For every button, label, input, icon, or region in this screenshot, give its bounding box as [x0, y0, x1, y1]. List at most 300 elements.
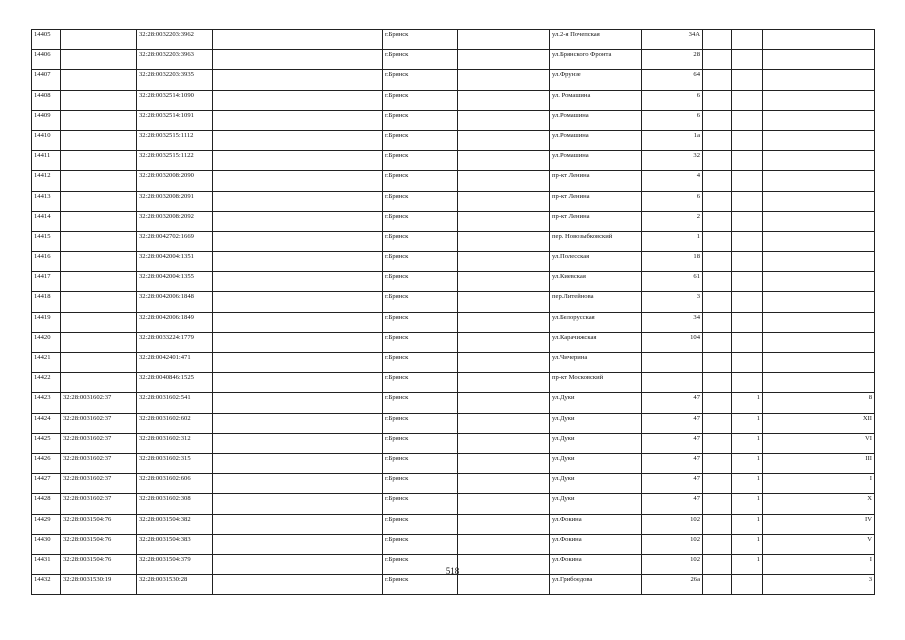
cadastral-number-cell: 32:28:0031602:602 — [137, 413, 213, 433]
premises-number-cell — [763, 252, 875, 272]
floor-cell — [732, 292, 763, 312]
table-body — [32, 30, 875, 595]
district-cell — [458, 30, 550, 50]
table-row — [32, 70, 875, 90]
parcel-number-cell — [61, 90, 137, 110]
house-number-cell: 6 — [642, 90, 703, 110]
parcel-number-cell: 32:28:0031602:37 — [61, 413, 137, 433]
row-number-cell: 14423 — [32, 393, 61, 413]
cadastral-number-cell: 32:28:0033224:1779 — [137, 332, 213, 352]
district-cell — [458, 231, 550, 251]
page-number: 518 — [445, 566, 460, 576]
extra-info-cell — [213, 171, 383, 191]
house-number-cell: 4 — [642, 171, 703, 191]
city-cell: г.Брянск — [383, 151, 458, 171]
cadastral-number-cell: 32:28:0042004:1351 — [137, 252, 213, 272]
cadastral-number-cell: 32:28:0032008:2091 — [137, 191, 213, 211]
house-number-cell: 1а — [642, 130, 703, 150]
city-cell: г.Брянск — [383, 373, 458, 393]
building-cell — [703, 272, 732, 292]
parcel-number-cell: 32:28:0031602:37 — [61, 393, 137, 413]
parcel-number-cell: 32:28:0031602:37 — [61, 453, 137, 473]
row-number-cell: 14412 — [32, 171, 61, 191]
cadastral-number-cell: 32:28:0032515:1112 — [137, 130, 213, 150]
parcel-number-cell — [61, 171, 137, 191]
floor-cell — [732, 332, 763, 352]
building-cell — [703, 30, 732, 50]
floor-cell — [732, 130, 763, 150]
premises-number-cell: XII — [763, 413, 875, 433]
district-cell — [458, 191, 550, 211]
cadastral-number-cell: 32:28:0032008:2090 — [137, 171, 213, 191]
premises-number-cell — [763, 30, 875, 50]
row-number-cell: 14405 — [32, 30, 61, 50]
row-number-cell: 14427 — [32, 474, 61, 494]
extra-info-cell — [213, 332, 383, 352]
table-row — [32, 90, 875, 110]
row-number-cell: 14413 — [32, 191, 61, 211]
extra-info-cell — [213, 70, 383, 90]
floor-cell: 1 — [732, 534, 763, 554]
parcel-number-cell — [61, 130, 137, 150]
house-number-cell: 47 — [642, 474, 703, 494]
floor-cell — [732, 211, 763, 231]
district-cell — [458, 575, 550, 595]
district-cell — [458, 494, 550, 514]
parcel-number-cell — [61, 70, 137, 90]
cadastral-number-cell: 32:28:0032203:3935 — [137, 70, 213, 90]
premises-number-cell — [763, 373, 875, 393]
table-row — [32, 514, 875, 534]
table-row — [32, 413, 875, 433]
premises-number-cell: I — [763, 474, 875, 494]
city-cell: г.Брянск — [383, 191, 458, 211]
district-cell — [458, 534, 550, 554]
floor-cell: 1 — [732, 494, 763, 514]
row-number-cell: 14425 — [32, 433, 61, 453]
extra-info-cell — [213, 110, 383, 130]
district-cell — [458, 474, 550, 494]
street-cell: ул.Фокина — [550, 554, 642, 574]
city-cell: г.Брянск — [383, 575, 458, 595]
row-number-cell: 14422 — [32, 373, 61, 393]
street-cell: ул.Фрунзе — [550, 70, 642, 90]
street-cell: пр-кт Московский — [550, 373, 642, 393]
cadastral-number-cell: 32:28:0031504:382 — [137, 514, 213, 534]
city-cell: г.Брянск — [383, 130, 458, 150]
street-cell: пер. Новозыбковский — [550, 231, 642, 251]
house-number-cell: 47 — [642, 494, 703, 514]
street-cell: ул.Ромашина — [550, 110, 642, 130]
house-number-cell: 47 — [642, 393, 703, 413]
table-row — [32, 393, 875, 413]
floor-cell — [732, 231, 763, 251]
extra-info-cell — [213, 50, 383, 70]
house-number-cell: 6 — [642, 191, 703, 211]
cadastral-number-cell: 32:28:0031530:28 — [137, 575, 213, 595]
street-cell: пр-кт Ленина — [550, 191, 642, 211]
building-cell — [703, 413, 732, 433]
district-cell — [458, 453, 550, 473]
parcel-number-cell — [61, 211, 137, 231]
table-row — [32, 453, 875, 473]
street-cell: ул.Киевская — [550, 272, 642, 292]
building-cell — [703, 332, 732, 352]
premises-number-cell — [763, 191, 875, 211]
row-number-cell: 14426 — [32, 453, 61, 473]
row-number-cell: 14409 — [32, 110, 61, 130]
house-number-cell: 47 — [642, 433, 703, 453]
cadastral-number-cell: 32:28:0042006:1848 — [137, 292, 213, 312]
floor-cell — [732, 70, 763, 90]
parcel-number-cell: 32:28:0031602:37 — [61, 433, 137, 453]
parcel-number-cell — [61, 110, 137, 130]
city-cell: г.Брянск — [383, 231, 458, 251]
extra-info-cell — [213, 433, 383, 453]
building-cell — [703, 252, 732, 272]
floor-cell — [732, 312, 763, 332]
registry-table — [31, 29, 875, 595]
house-number-cell — [642, 373, 703, 393]
street-cell: ул.Дуки — [550, 453, 642, 473]
premises-number-cell — [763, 151, 875, 171]
building-cell — [703, 575, 732, 595]
extra-info-cell — [213, 353, 383, 373]
district-cell — [458, 332, 550, 352]
premises-number-cell — [763, 353, 875, 373]
building-cell — [703, 90, 732, 110]
extra-info-cell — [213, 151, 383, 171]
cadastral-number-cell: 32:28:0042401:471 — [137, 353, 213, 373]
premises-number-cell: X — [763, 494, 875, 514]
table-row — [32, 130, 875, 150]
district-cell — [458, 90, 550, 110]
city-cell: г.Брянск — [383, 272, 458, 292]
cadastral-number-cell: 32:28:0032514:1091 — [137, 110, 213, 130]
extra-info-cell — [213, 413, 383, 433]
row-number-cell: 14432 — [32, 575, 61, 595]
street-cell: ул.Белорусская — [550, 312, 642, 332]
street-cell: ул.Карачижская — [550, 332, 642, 352]
district-cell — [458, 70, 550, 90]
extra-info-cell — [213, 90, 383, 110]
district-cell — [458, 151, 550, 171]
extra-info-cell — [213, 514, 383, 534]
street-cell: ул.Ромашина — [550, 151, 642, 171]
extra-info-cell — [213, 211, 383, 231]
extra-info-cell — [213, 231, 383, 251]
parcel-number-cell: 32:28:0031602:37 — [61, 474, 137, 494]
extra-info-cell — [213, 130, 383, 150]
house-number-cell: 28 — [642, 50, 703, 70]
street-cell: ул.Дуки — [550, 433, 642, 453]
district-cell — [458, 373, 550, 393]
street-cell: ул.Полесская — [550, 252, 642, 272]
street-cell: ул.Брянского Фронта — [550, 50, 642, 70]
row-number-cell: 14429 — [32, 514, 61, 534]
city-cell: г.Брянск — [383, 110, 458, 130]
premises-number-cell — [763, 272, 875, 292]
district-cell — [458, 272, 550, 292]
floor-cell — [732, 575, 763, 595]
building-cell — [703, 151, 732, 171]
premises-number-cell — [763, 90, 875, 110]
extra-info-cell — [213, 373, 383, 393]
house-number-cell: 104 — [642, 332, 703, 352]
row-number-cell: 14411 — [32, 151, 61, 171]
building-cell — [703, 171, 732, 191]
house-number-cell: 32 — [642, 151, 703, 171]
parcel-number-cell — [61, 231, 137, 251]
city-cell: г.Брянск — [383, 332, 458, 352]
parcel-number-cell — [61, 292, 137, 312]
house-number-cell — [642, 353, 703, 373]
street-cell: ул.Дуки — [550, 474, 642, 494]
cadastral-number-cell: 32:28:0042702:1669 — [137, 231, 213, 251]
city-cell: г.Брянск — [383, 211, 458, 231]
district-cell — [458, 252, 550, 272]
floor-cell — [732, 373, 763, 393]
floor-cell: 1 — [732, 554, 763, 574]
table-row — [32, 231, 875, 251]
extra-info-cell — [213, 494, 383, 514]
row-number-cell: 14415 — [32, 231, 61, 251]
table-row — [32, 353, 875, 373]
cadastral-number-cell: 32:28:0031602:606 — [137, 474, 213, 494]
city-cell: г.Брянск — [383, 474, 458, 494]
building-cell — [703, 393, 732, 413]
cadastral-number-cell: 32:28:0032008:2092 — [137, 211, 213, 231]
extra-info-cell — [213, 30, 383, 50]
building-cell — [703, 534, 732, 554]
row-number-cell: 14431 — [32, 554, 61, 574]
premises-number-cell: V — [763, 534, 875, 554]
row-number-cell: 14420 — [32, 332, 61, 352]
city-cell: г.Брянск — [383, 312, 458, 332]
parcel-number-cell: 32:28:0031530:19 — [61, 575, 137, 595]
city-cell: г.Брянск — [383, 50, 458, 70]
floor-cell: 1 — [732, 433, 763, 453]
city-cell: г.Брянск — [383, 413, 458, 433]
city-cell: г.Брянск — [383, 393, 458, 413]
floor-cell: 1 — [732, 514, 763, 534]
building-cell — [703, 312, 732, 332]
city-cell: г.Брянск — [383, 70, 458, 90]
house-number-cell: 2 — [642, 211, 703, 231]
city-cell: г.Брянск — [383, 252, 458, 272]
parcel-number-cell — [61, 151, 137, 171]
building-cell — [703, 453, 732, 473]
district-cell — [458, 514, 550, 534]
street-cell: ул.Чичерина — [550, 353, 642, 373]
extra-info-cell — [213, 272, 383, 292]
row-number-cell: 14416 — [32, 252, 61, 272]
city-cell: г.Брянск — [383, 292, 458, 312]
floor-cell — [732, 272, 763, 292]
building-cell — [703, 70, 732, 90]
parcel-number-cell — [61, 30, 137, 50]
floor-cell — [732, 252, 763, 272]
parcel-number-cell — [61, 50, 137, 70]
building-cell — [703, 474, 732, 494]
house-number-cell: 47 — [642, 413, 703, 433]
house-number-cell: 6 — [642, 110, 703, 130]
city-cell: г.Брянск — [383, 90, 458, 110]
building-cell — [703, 433, 732, 453]
district-cell — [458, 171, 550, 191]
parcel-number-cell: 32:28:0031504:76 — [61, 534, 137, 554]
premises-number-cell — [763, 50, 875, 70]
street-cell: пер.Литейнова — [550, 292, 642, 312]
city-cell: г.Брянск — [383, 171, 458, 191]
floor-cell — [732, 30, 763, 50]
table-row — [32, 272, 875, 292]
premises-number-cell: IV — [763, 514, 875, 534]
extra-info-cell — [213, 393, 383, 413]
premises-number-cell — [763, 211, 875, 231]
building-cell — [703, 292, 732, 312]
row-number-cell: 14428 — [32, 494, 61, 514]
street-cell: ул.Дуки — [550, 494, 642, 514]
district-cell — [458, 292, 550, 312]
cadastral-number-cell: 32:28:0031602:312 — [137, 433, 213, 453]
extra-info-cell — [213, 534, 383, 554]
house-number-cell: 26а — [642, 575, 703, 595]
street-cell: ул.Ромашина — [550, 130, 642, 150]
table-row — [32, 534, 875, 554]
parcel-number-cell — [61, 332, 137, 352]
street-cell: ул.Фокина — [550, 514, 642, 534]
table-row — [32, 252, 875, 272]
cadastral-number-cell: 32:28:0031504:383 — [137, 534, 213, 554]
house-number-cell: 47 — [642, 453, 703, 473]
house-number-cell: 34 — [642, 312, 703, 332]
table-row — [32, 30, 875, 50]
house-number-cell: 102 — [642, 534, 703, 554]
row-number-cell: 14410 — [32, 130, 61, 150]
floor-cell — [732, 191, 763, 211]
floor-cell — [732, 90, 763, 110]
parcel-number-cell: 32:28:0031504:76 — [61, 514, 137, 534]
extra-info-cell — [213, 453, 383, 473]
building-cell — [703, 50, 732, 70]
premises-number-cell: I — [763, 554, 875, 574]
row-number-cell: 14414 — [32, 211, 61, 231]
parcel-number-cell — [61, 191, 137, 211]
premises-number-cell — [763, 332, 875, 352]
table-row — [32, 312, 875, 332]
building-cell — [703, 191, 732, 211]
table-row — [32, 110, 875, 130]
house-number-cell: 3 — [642, 292, 703, 312]
district-cell — [458, 433, 550, 453]
city-cell: г.Брянск — [383, 30, 458, 50]
parcel-number-cell — [61, 272, 137, 292]
premises-number-cell — [763, 171, 875, 191]
row-number-cell: 14421 — [32, 353, 61, 373]
extra-info-cell — [213, 292, 383, 312]
house-number-cell: 34А — [642, 30, 703, 50]
row-number-cell: 14418 — [32, 292, 61, 312]
building-cell — [703, 514, 732, 534]
cadastral-number-cell: 32:28:0042004:1355 — [137, 272, 213, 292]
row-number-cell: 14424 — [32, 413, 61, 433]
building-cell — [703, 373, 732, 393]
cadastral-number-cell: 32:28:0031602:308 — [137, 494, 213, 514]
city-cell: г.Брянск — [383, 514, 458, 534]
table-row — [32, 332, 875, 352]
table-row — [32, 292, 875, 312]
premises-number-cell — [763, 70, 875, 90]
table-row — [32, 373, 875, 393]
table-row — [32, 171, 875, 191]
house-number-cell: 1 — [642, 231, 703, 251]
extra-info-cell — [213, 575, 383, 595]
building-cell — [703, 231, 732, 251]
cadastral-number-cell: 32:28:0031602:541 — [137, 393, 213, 413]
city-cell: г.Брянск — [383, 453, 458, 473]
building-cell — [703, 353, 732, 373]
table-row — [32, 211, 875, 231]
row-number-cell: 14407 — [32, 70, 61, 90]
city-cell: г.Брянск — [383, 554, 458, 574]
parcel-number-cell: 32:28:0031504:76 — [61, 554, 137, 574]
street-cell: пр-кт Ленина — [550, 211, 642, 231]
row-number-cell: 14417 — [32, 272, 61, 292]
premises-number-cell: III — [763, 453, 875, 473]
table-row — [32, 151, 875, 171]
premises-number-cell — [763, 312, 875, 332]
district-cell — [458, 312, 550, 332]
floor-cell: 1 — [732, 474, 763, 494]
parcel-number-cell: 32:28:0031602:37 — [61, 494, 137, 514]
extra-info-cell — [213, 474, 383, 494]
street-cell: пр-кт Ленина — [550, 171, 642, 191]
city-cell: г.Брянск — [383, 353, 458, 373]
floor-cell — [732, 353, 763, 373]
table-row — [32, 433, 875, 453]
row-number-cell: 14408 — [32, 90, 61, 110]
cadastral-number-cell: 32:28:0032514:1090 — [137, 90, 213, 110]
floor-cell — [732, 110, 763, 130]
district-cell — [458, 110, 550, 130]
premises-number-cell — [763, 130, 875, 150]
building-cell — [703, 130, 732, 150]
premises-number-cell: VI — [763, 433, 875, 453]
house-number-cell: 64 — [642, 70, 703, 90]
cadastral-number-cell: 32:28:0032203:3962 — [137, 30, 213, 50]
table-row — [32, 191, 875, 211]
premises-number-cell: 3 — [763, 575, 875, 595]
parcel-number-cell — [61, 353, 137, 373]
street-cell: ул.2-я Почепская — [550, 30, 642, 50]
house-number-cell: 102 — [642, 554, 703, 574]
table-row — [32, 50, 875, 70]
city-cell: г.Брянск — [383, 494, 458, 514]
district-cell — [458, 211, 550, 231]
floor-cell — [732, 171, 763, 191]
row-number-cell: 14430 — [32, 534, 61, 554]
floor-cell: 1 — [732, 393, 763, 413]
street-cell: ул.Грибоедова — [550, 575, 642, 595]
street-cell: ул. Ромашина — [550, 90, 642, 110]
street-cell: ул.Фокина — [550, 534, 642, 554]
house-number-cell: 18 — [642, 252, 703, 272]
parcel-number-cell — [61, 252, 137, 272]
district-cell — [458, 393, 550, 413]
premises-number-cell — [763, 292, 875, 312]
building-cell — [703, 494, 732, 514]
